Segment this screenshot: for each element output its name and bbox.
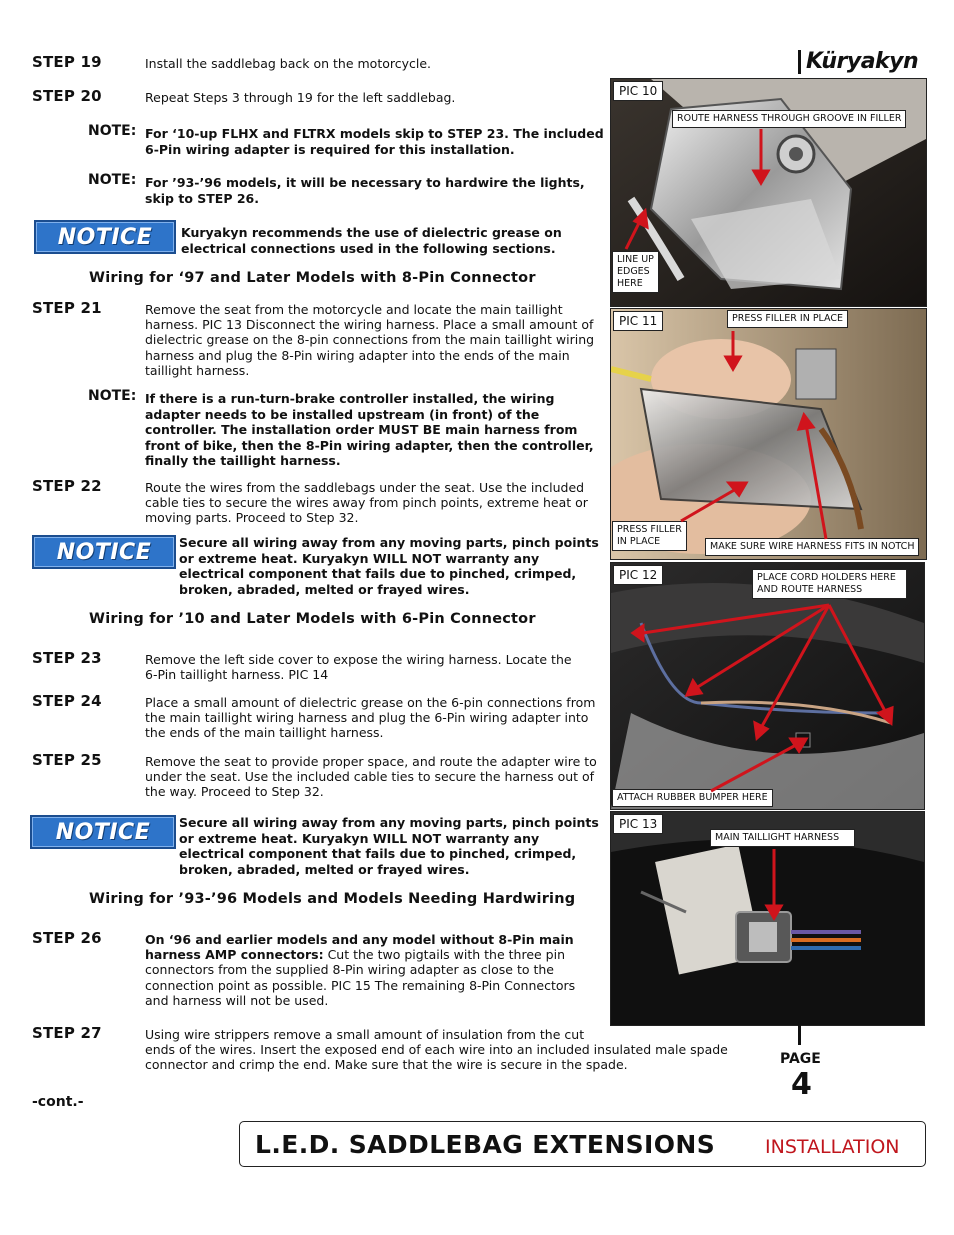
step-19-text: Install the saddlebag back on the motorcycle. bbox=[145, 56, 432, 71]
pic-12-callout-bumper: ATTACH RUBBER BUMPER HERE bbox=[612, 789, 773, 807]
step-22-label: STEP 22 bbox=[32, 477, 102, 495]
photo-pic-10 bbox=[610, 78, 927, 307]
step-22-text: Route the wires from the saddlebags under the seat. Use the included cable ties to secure the wires away from pinch points, extreme heat or moving parts. Proceed to Step 32. bbox=[145, 480, 588, 526]
pic-12-label: PIC 12 bbox=[613, 565, 663, 585]
step-26-label: STEP 26 bbox=[32, 929, 102, 947]
step-21-text: Remove the seat from the motorcycle and locate the main taillight harness. PIC 13 Disconnect the wiring harness. Place a small amount of dielectric grease on the 8-pin connections from the main taillight wiring harness and plug the 8-Pin wiring adapter into the ends of the main taillight harness. bbox=[145, 302, 595, 378]
photo-pic-13 bbox=[610, 811, 925, 1026]
note-2-label: NOTE: bbox=[88, 172, 137, 188]
step-21-label: STEP 21 bbox=[32, 299, 102, 317]
footer-subtitle: INSTALLATION bbox=[765, 1136, 900, 1158]
step-25-label: STEP 25 bbox=[32, 751, 102, 769]
section-heading-8pin: Wiring for ‘97 and Later Models with 8-Pin Connector bbox=[89, 270, 536, 286]
section-heading-hardwire: Wiring for ’93-’96 Models and Models Needing Hardwiring bbox=[89, 891, 576, 907]
notice-2-text: Secure all wiring away from any moving parts, pinch points or extreme heat. Kuryakyn WILL NOT warranty any electrical component that fails due to pinched, crimped, broken, abraded, melted or frayed wires. bbox=[179, 535, 599, 597]
step-23-label: STEP 23 bbox=[32, 649, 102, 667]
note-3-text: If there is a run-turn-brake controller installed, the wiring adapter needs to be installed upstream (in front) of the controller. The installation order MUST BE main harness from front of bike, then the 8-Pin wiring adapter, then the controller, finally the taillight harness. bbox=[145, 391, 594, 468]
page-label: PAGE bbox=[780, 1051, 821, 1067]
pic-12-callout-cord: PLACE CORD HOLDERS HERE AND ROUTE HARNESS bbox=[752, 569, 907, 599]
pic-10-callout-route: ROUTE HARNESS THROUGH GROOVE IN FILLER bbox=[672, 110, 906, 128]
pic-10-label: PIC 10 bbox=[613, 81, 663, 101]
brand-logo: Küryakyn bbox=[806, 49, 919, 74]
pic-13-callout-harness: MAIN TAILLIGHT HARNESS bbox=[710, 829, 855, 847]
note-1-label: NOTE: bbox=[88, 123, 137, 139]
step-24-label: STEP 24 bbox=[32, 692, 102, 710]
logo-divider bbox=[798, 50, 801, 74]
notice-badge-2: NOTICE bbox=[32, 535, 176, 569]
step-24-text: Place a small amount of dielectric grease on the 6-pin connections from the main taillight wiring harness and plug the 6-Pin wiring adapter into the ends of the main taillight harness. bbox=[145, 695, 596, 741]
pic-11-label: PIC 11 bbox=[613, 311, 663, 331]
step-19-label: STEP 19 bbox=[32, 53, 102, 71]
notice-3-text: Secure all wiring away from any moving parts, pinch points or extreme heat. Kuryakyn WILL NOT warranty any electrical component that fails due to pinched, crimped, broken, abraded, melted or frayed wires. bbox=[179, 815, 599, 877]
footer-banner bbox=[239, 1121, 926, 1167]
note-2-text: For ’93-’96 models, it will be necessary to hardwire the lights, skip to STEP 26. bbox=[145, 175, 585, 206]
step-20-label: STEP 20 bbox=[32, 87, 102, 105]
pic-12-illustration bbox=[611, 563, 924, 809]
notice-1-text: Kuryakyn recommends the use of dielectric grease on electrical connections used in the following sections. bbox=[181, 225, 562, 256]
step-25-text: Remove the seat to provide proper space, and route the adapter wire to under the seat. Use the included cable ties to secure the harness out of the way. Proceed to Step 32. bbox=[145, 754, 597, 800]
photo-pic-11 bbox=[610, 308, 927, 560]
notice-badge-3: NOTICE bbox=[30, 815, 176, 849]
page-number: 4 bbox=[791, 1067, 812, 1102]
photo-pic-12 bbox=[610, 562, 925, 810]
pic-11-callout-press-2: PRESS FILLER IN PLACE bbox=[612, 521, 687, 551]
footer-title: L.E.D. SADDLEBAG EXTENSIONS bbox=[255, 1130, 716, 1159]
step-27-text: Using wire strippers remove a small amount of insulation from the cut ends of the wires. Insert the exposed end of each wire into an included insulated male spade connector and crimp the end. Make sure that the wire is secure in the spade. bbox=[145, 1027, 728, 1073]
step-26-text: On ‘96 and earlier models and any model without 8-Pin main harness AMP connectors: Cut the two pigtails with the three pin connectors from the supplied 8-Pin wiring adapter as close to the connection point as possible. PIC 15 The remaining 8-Pin Connectors and harness will not be used. bbox=[145, 932, 576, 1008]
pic-13-label: PIC 13 bbox=[613, 814, 663, 834]
notice-badge-1: NOTICE bbox=[34, 220, 176, 254]
note-3-label: NOTE: bbox=[88, 388, 137, 404]
pic-11-callout-press: PRESS FILLER IN PLACE bbox=[727, 310, 848, 328]
continued-label: -cont.- bbox=[32, 1094, 84, 1110]
note-1-text: For ‘10-up FLHX and FLTRX models skip to STEP 23. The included 6-Pin wiring adapter is required for this installation. bbox=[145, 126, 604, 157]
pic-11-callout-notch: MAKE SURE WIRE HARNESS FITS IN NOTCH bbox=[705, 538, 919, 556]
step-23-text: Remove the left side cover to expose the wiring harness. Locate the 6-Pin taillight harness. PIC 14 bbox=[145, 652, 572, 683]
step-20-text: Repeat Steps 3 through 19 for the left saddlebag. bbox=[145, 90, 456, 105]
page-divider bbox=[798, 1025, 801, 1045]
section-heading-6pin: Wiring for ’10 and Later Models with 6-Pin Connector bbox=[89, 611, 536, 627]
step-27-label: STEP 27 bbox=[32, 1024, 102, 1042]
pic-10-callout-lineup: LINE UP EDGES HERE bbox=[612, 251, 659, 293]
